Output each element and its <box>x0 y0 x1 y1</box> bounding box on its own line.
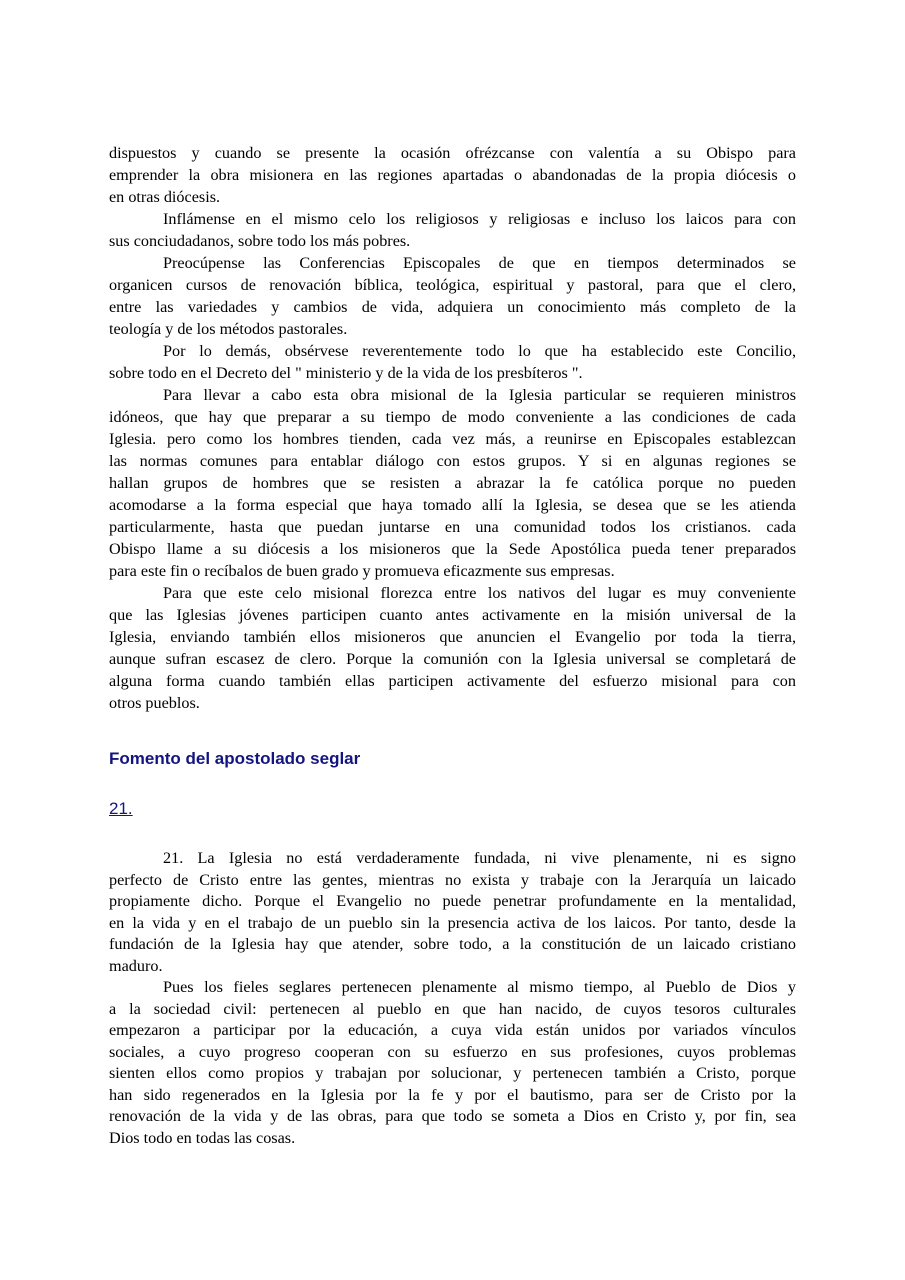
text-line: las normas comunes para entablar diálogo con estos grupos. Y si en algunas regiones se <box>109 452 796 470</box>
text-line: Para que este celo misional florezca entre los nativos del lugar es muy conveniente <box>163 584 796 602</box>
paragraph <box>109 384 796 582</box>
body-text-bottom <box>109 848 796 1149</box>
text-line: Iglesia, enviando también ellos misioneros que anuncien el Evangelio por toda la tierra, <box>109 628 796 646</box>
paragraph <box>109 977 796 1149</box>
text-line: para este fin o recíbalos de buen grado y promueva eficazmente sus empresas. <box>109 562 615 580</box>
text-line: sienten ellos como propios y trabajan por solucionar, y pertenecen también a Cristo, porque <box>109 1064 796 1082</box>
text-line: en la vida y en el trabajo de un pueblo sin la presencia activa de los laicos. Por tanto, desde la <box>109 913 796 932</box>
text-line: Inflámense en el mismo celo los religiosos y religiosas e incluso los laicos para con <box>163 210 796 228</box>
paragraph <box>109 848 796 977</box>
paragraph <box>109 142 796 208</box>
text-line: sus conciudadanos, sobre todo los más pobres. <box>109 232 411 250</box>
text-line: sobre todo en el Decreto del " ministerio y de la vida de los presbíteros ". <box>109 364 583 382</box>
text-line: acomodarse a la forma especial que haya tomado allí la Iglesia, se desea que se les atienda <box>109 496 796 514</box>
paragraph <box>109 208 796 252</box>
text-line: idóneos, que hay que preparar a su tiempo de modo conveniente a las condiciones de cada <box>109 408 796 426</box>
text-line: teología y de los métodos pastorales. <box>109 320 348 338</box>
text-line: Obispo llame a su diócesis a los misioneros que la Sede Apostólica pueda tener preparados <box>109 540 796 558</box>
text-line: particularmente, hasta que puedan juntarse en una comunidad todos los cristianos. cada <box>109 518 796 536</box>
section-heading: Fomento del apostolado seglar <box>109 749 361 768</box>
text-line: renovación de la vida y de las obras, para que todo se someta a Dios en Cristo y, por fin, sea <box>109 1107 796 1125</box>
text-line: emprender la obra misionera en las regiones apartadas o abandonadas de la propia diócesis o <box>109 166 796 184</box>
text-line: 21. La Iglesia no está verdaderamente fundada, ni vive plenamente, ni es signo <box>163 849 796 867</box>
text-line: fundación de la Iglesia hay que atender, sobre todo, a la constitución de un laicado cristiano <box>109 935 796 953</box>
text-line: aunque sufran escasez de clero. Porque la comunión con la Iglesia universal se completará de <box>109 650 796 668</box>
text-line: maduro. <box>109 956 163 975</box>
text-line: dispuestos y cuando se presente la ocasión ofrézcanse con valentía a su Obispo para <box>109 144 796 162</box>
text-line: Por lo demás, obsérvese reverentemente todo lo que ha establecido este Concilio, <box>163 342 796 360</box>
text-line: Para llevar a cabo esta obra misional de la Iglesia particular se requieren ministros <box>163 386 796 404</box>
text-line: organicen cursos de renovación bíblica, teológica, espiritual y pastoral, para que el clero, <box>109 276 796 294</box>
text-line: han sido regenerados en la Iglesia por la fe y por el bautismo, para ser de Cristo por la <box>109 1085 796 1104</box>
text-line: otros pueblos. <box>109 694 200 712</box>
paragraph <box>109 582 796 714</box>
text-line: en otras diócesis. <box>109 188 221 206</box>
text-line: Preocúpense las Conferencias Episcopales de que en tiempos determinados se <box>163 254 796 272</box>
section-number-link[interactable]: 21. <box>109 799 133 818</box>
text-line: entre las variedades y cambios de vida, adquiera un conocimiento más completo de la <box>109 298 796 316</box>
body-text-top <box>109 142 796 714</box>
text-line: propiamente dicho. Porque el Evangelio no puede penetrar profundamente en la mentalidad, <box>109 892 796 910</box>
text-line: Pues los fieles seglares pertenecen plenamente al mismo tiempo, al Pueblo de Dios y <box>163 978 796 996</box>
text-line: perfecto de Cristo entre las gentes, mientras no exista y trabaje con la Jerarquía un laicado <box>109 870 796 889</box>
text-line: Iglesia. pero como los hombres tienden, cada vez más, a reunirse en Episcopales establezcan <box>109 430 796 448</box>
text-line: hallan grupos de hombres que se resisten a abrazar la fe católica porque no pueden <box>109 474 796 492</box>
paragraph <box>109 340 796 384</box>
text-line: Dios todo en todas las cosas. <box>109 1128 296 1147</box>
text-line: sociales, a cuyo progreso cooperan con su esfuerzo en sus profesiones, cuyos problemas <box>109 1042 796 1061</box>
text-line: empezaron a participar por la educación, a cuya vida están unidos por variados vínculos <box>109 1021 796 1039</box>
text-line: alguna forma cuando también ellas participen activamente del esfuerzo misional para con <box>109 672 796 690</box>
paragraph <box>109 252 796 340</box>
text-line: a la sociedad civil: pertenecen al pueblo en que han nacido, de cuyos tesoros culturales <box>109 999 796 1018</box>
text-line: que las Iglesias jóvenes participen cuanto antes activamente en la misión universal de la <box>109 606 796 624</box>
